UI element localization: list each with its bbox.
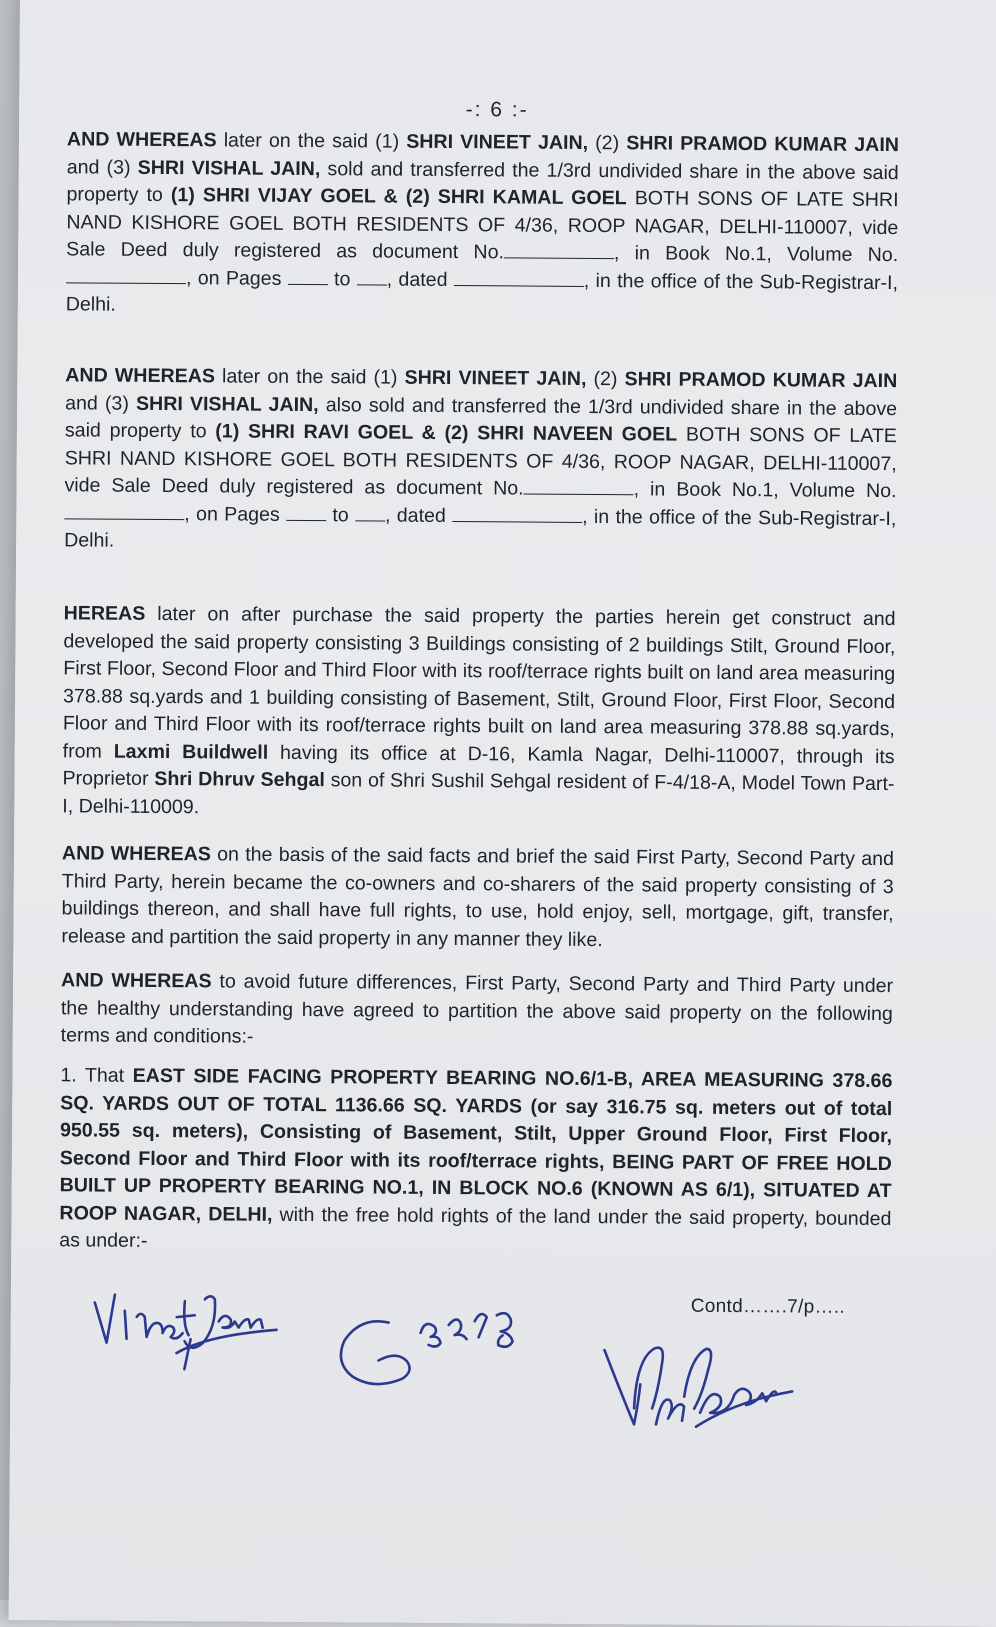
paragraph-lead: AND WHEREAS (61, 842, 211, 866)
text-segment: , in the office of the Sub-Registrar-I, Delhi. (64, 505, 897, 552)
page-number: -: 6 :- (465, 98, 529, 122)
paragraph-3 (62, 600, 896, 826)
bold-segment: SHRI PRAMOD KUMAR JAIN (624, 368, 898, 393)
text-segment: , dated (385, 504, 453, 527)
text-segment: (2) (588, 131, 627, 155)
text-segment: to avoid future differences, First Party, Second Party and Third Party under the healthy understanding have agreed to partition the above said property on the following terms and conditions:- (60, 970, 894, 1048)
text-segment: , dated (386, 268, 454, 291)
text-segment: , on Pages (184, 502, 287, 526)
signature-second-party-icon (330, 1292, 561, 1404)
paragraph-lead: AND WHEREAS (65, 364, 216, 388)
blank-fill-line (454, 271, 584, 287)
document-page (9, 0, 996, 1627)
text-segment: , on Pages (185, 266, 288, 290)
blank-fill-line (355, 506, 385, 521)
text-segment: on the basis of the said facts and brief the said First Party, Second Party and Third Party, herein became the co-owners and co-sharers of the said property consisting of 3 buildings thereon, and shall have full rights, to use, hold enjoy, sell, mortgage, gift, transfer, release and partition the said property in any manner they like. (61, 843, 895, 951)
bold-segment: Shri Dhruv Sehgal (154, 767, 325, 792)
bold-segment: SHRI VINEET JAIN, (406, 130, 589, 154)
text-segment: sold and transferred the 1/3rd undivided share in the above said property to (66, 157, 899, 207)
text-segment: and (3) (65, 391, 137, 415)
signature-vineet-jain-icon (80, 1280, 291, 1371)
text-segment: later on the said (1) (216, 129, 407, 153)
continuation-note: Contd…….7/p….. (690, 1295, 846, 1318)
bold-segment: (1) SHRI VIJAY GOEL & (2) SHRI KAMAL GOEL (170, 184, 627, 210)
text-segment: to (326, 503, 356, 526)
text-segment: , in the office of the Sub-Registrar-I, Delhi. (65, 269, 899, 316)
text-segment: to (327, 267, 357, 290)
bold-segment: Laxmi Buildwell (113, 740, 269, 764)
text-segment: BOTH SONS OF LATE SHRI NAND KISHORE GOEL BOTH RESIDENTS OF 4/36, ROOP NAGAR, DELHI-110007, vide Sale Deed duly registered as document No. (64, 423, 897, 500)
text-segment: (2) (586, 367, 625, 391)
blank-fill-line (288, 269, 328, 284)
text-segment: BOTH SONS OF LATE SHRI NAND KISHORE GOEL BOTH RESIDENTS OF 4/36, ROOP NAGAR, DELHI-110007, vide Sale Deed duly registered as document No. (66, 187, 899, 264)
text-segment: 1. That (60, 1064, 133, 1087)
paragraph-5 (61, 967, 894, 1055)
text-segment: and (3) (66, 155, 138, 179)
paragraph-lead: AND WHEREAS (66, 128, 217, 152)
signature-third-party-icon (600, 1334, 801, 1445)
paragraph-4 (61, 840, 894, 956)
bold-segment: EAST SIDE FACING PROPERTY BEARING NO.6/1-B, AREA MEASURING 378.66 SQ. YARDS OUT OF TOTAL 1136.66 SQ. YARDS (or say 316.75 sq. meters out of total 950.55 sq. meters), Consisting of Basement, Stilt, Upper Ground Floor, First Floor, Second Floor and Third Floor with its roof/terrace rights, BEING PART OF FREE HOLD BUILT UP PROPERTY BEARING NO.1, IN BLOCK NO.6 (KNOWN AS 6/1), SITUATED AT ROOP NAGAR, DELHI, (59, 1064, 893, 1226)
text-segment: son of Shri Sushil Sehgal resident of F-4/18-A, Model Town Part-I, Delhi-110009. (62, 769, 895, 818)
paragraph-1 (66, 126, 899, 324)
blank-fill-line (64, 504, 184, 520)
bold-segment: SHRI VINEET JAIN, (404, 366, 587, 390)
bold-segment: SHRI PRAMOD KUMAR JAIN (626, 132, 900, 157)
blank-fill-line (357, 270, 387, 285)
blank-fill-line (66, 268, 186, 284)
blank-fill-line (524, 480, 634, 496)
text-segment: , in Book No.1, Volume No. (613, 242, 899, 267)
text-segment: also sold and transferred the 1/3rd undivided share in the above said property to (64, 393, 898, 443)
text-segment: , in Book No.1, Volume No. (633, 478, 897, 503)
text-segment: with the free hold rights of the land under the said property, bounded as under:- (59, 1203, 892, 1252)
blank-fill-line (452, 507, 582, 523)
blank-fill-line (504, 243, 614, 259)
text-segment: having its office at D-16, Kamla Nagar, Delhi-110007, through its Proprietor (62, 741, 895, 790)
blank-fill-line (286, 505, 326, 520)
paragraph-lead: HEREAS (63, 602, 146, 625)
clause-1 (59, 1062, 892, 1260)
bold-segment: SHRI VISHAL JAIN, (135, 392, 319, 416)
paragraph-lead: AND WHEREAS (61, 969, 212, 993)
bold-segment: (1) SHRI RAVI GOEL & (2) SHRI NAVEEN GOEL (215, 420, 678, 446)
bold-segment: SHRI VISHAL JAIN, (137, 156, 321, 180)
paragraph-2 (64, 362, 897, 560)
text-segment: later on after purchase the said property the parties herein get construct and developed the said property consisting 3 Buildings consisting of 2 buildings Stilt, Ground Floor, First Floor, Second Floor and Third Floor with its roof/terrace rights built on land area measuring 378.88 sq.yards and 1 building consisting of Basement, Stilt, Ground Floor, First Floor, Second Floor and Third Floor with its roof/terrace rights built on land area measuring 378.88 sq.yards, from (62, 602, 896, 763)
text-segment: later on the said (1) (214, 365, 405, 389)
